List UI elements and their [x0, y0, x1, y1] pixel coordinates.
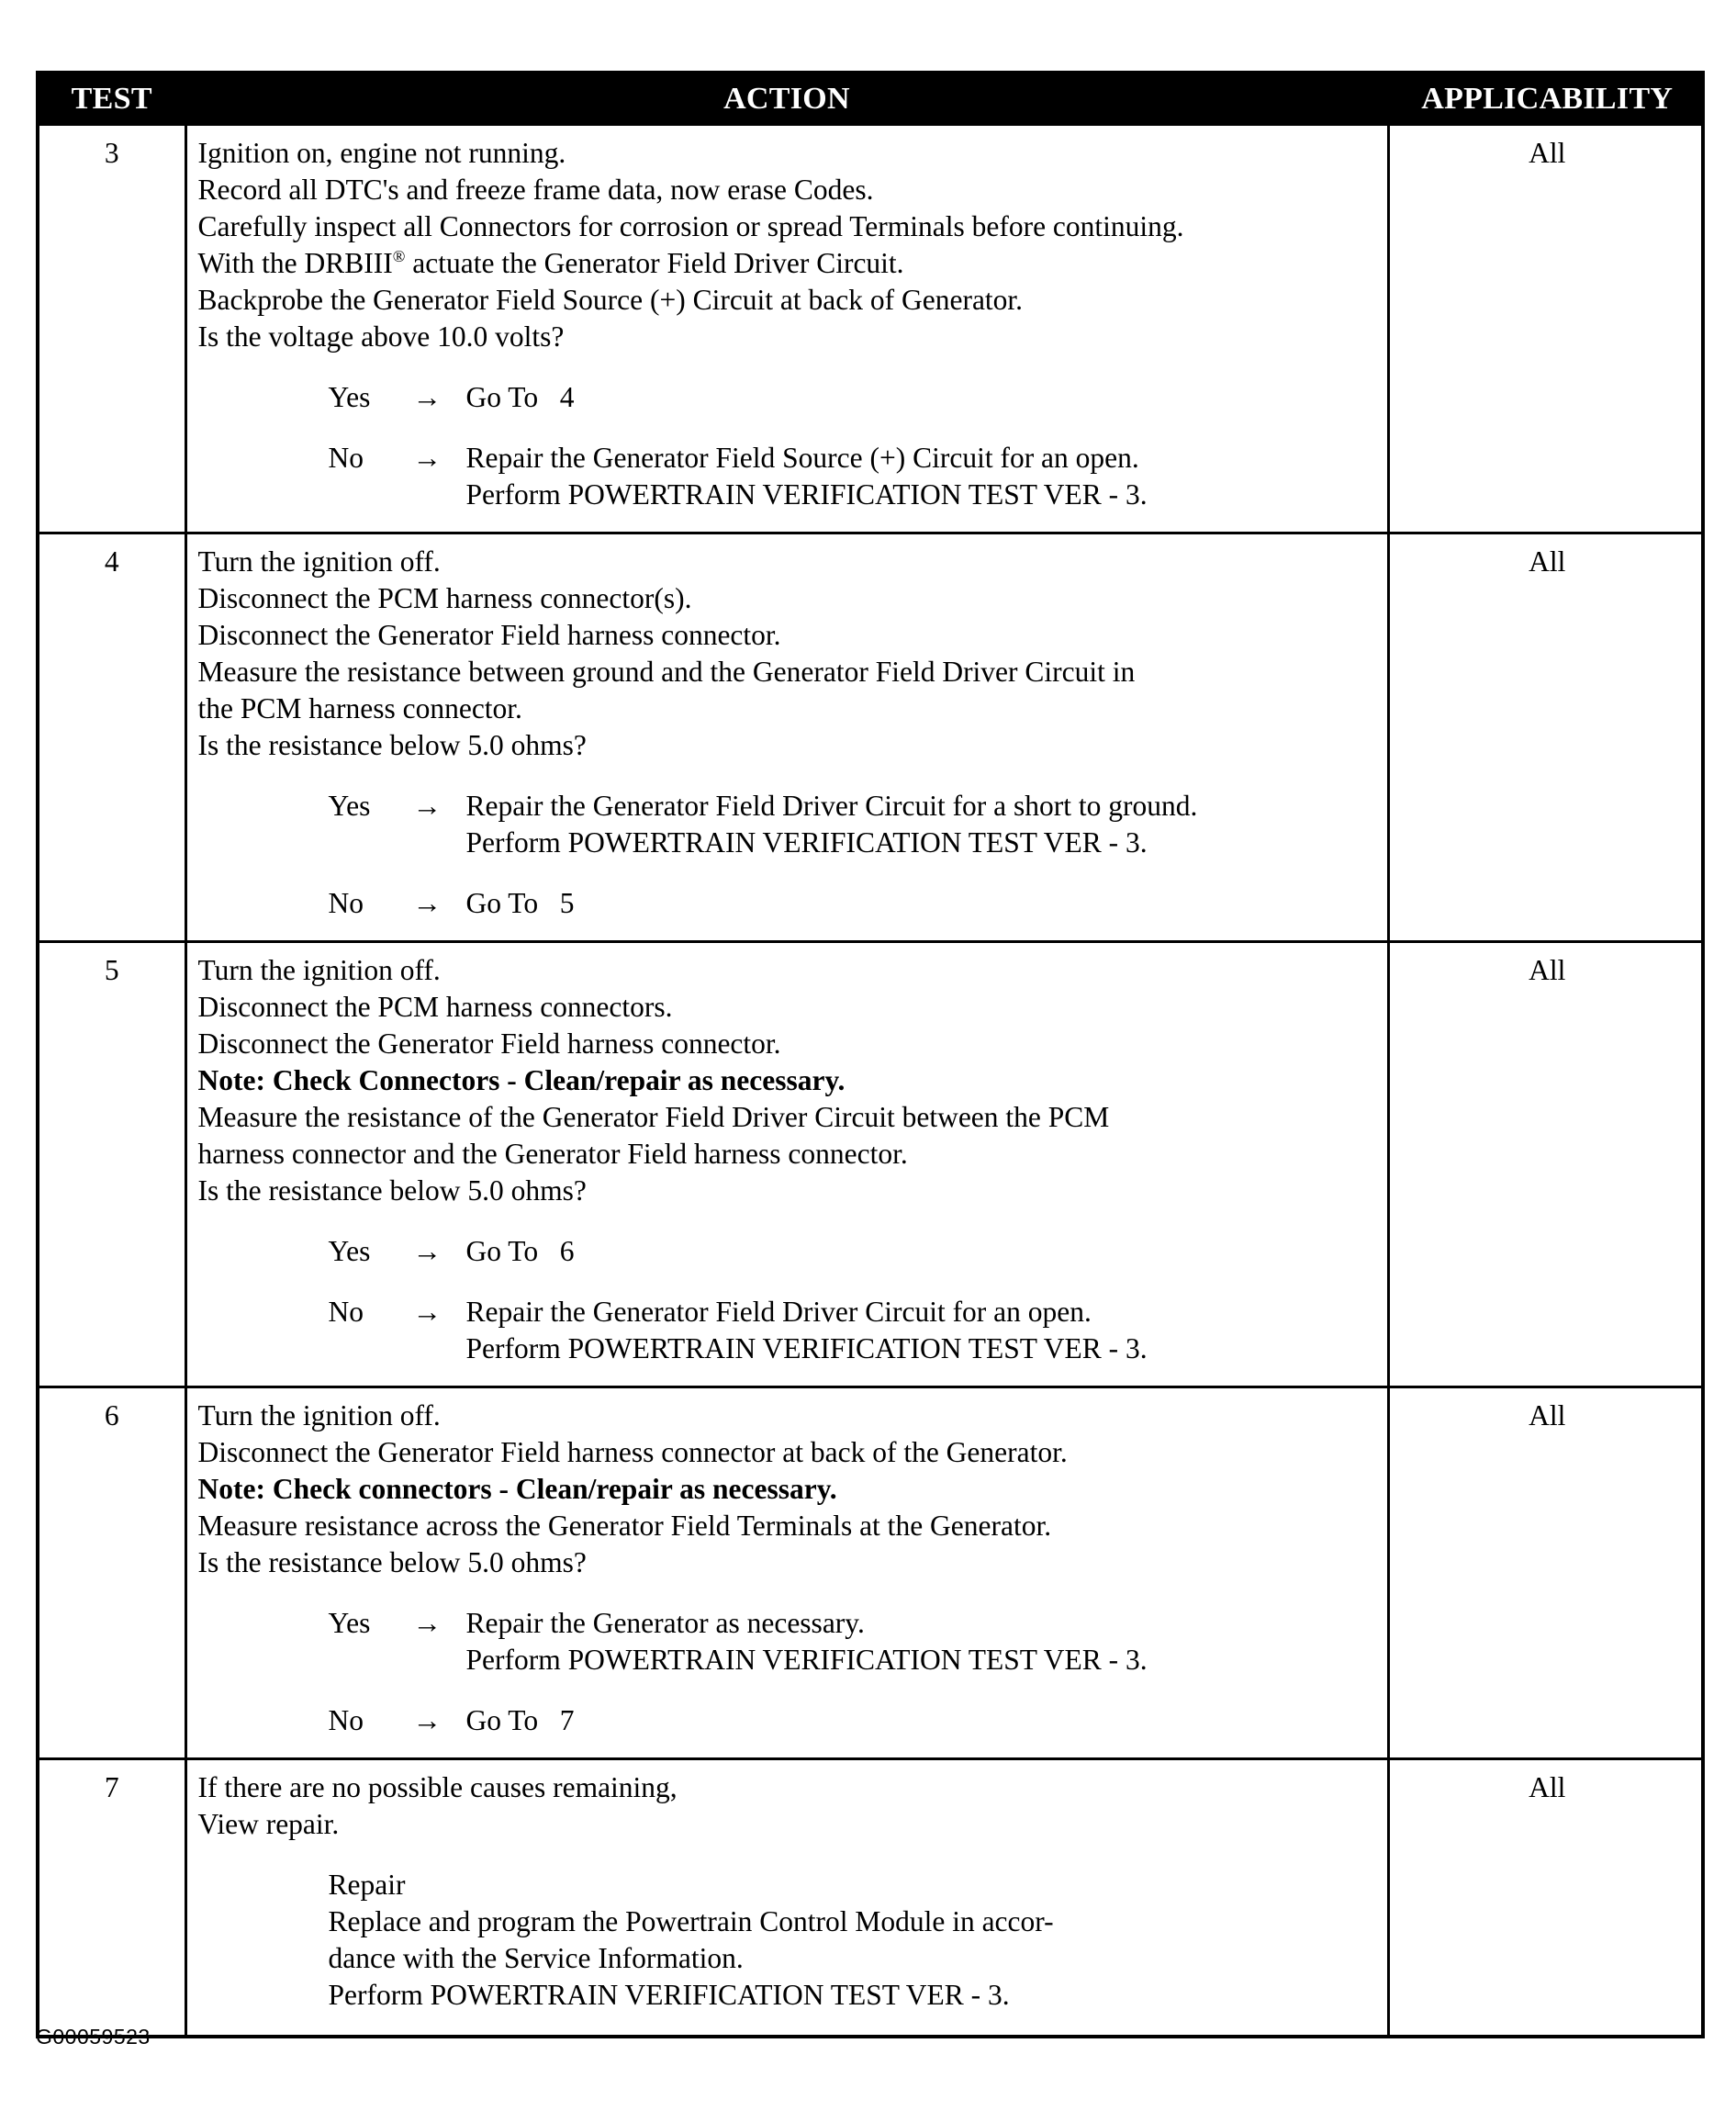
test-number: 5	[39, 942, 185, 1387]
action-cell	[185, 125, 1388, 533]
action-step: Disconnect the Generator Field harness connector.	[197, 619, 781, 651]
result-line: Go To 4	[465, 381, 575, 413]
yes-branch	[329, 1233, 1380, 1270]
result-line: Perform POWERTRAIN VERIFICATION TEST VER - 3.	[465, 478, 1148, 511]
action-note: Note: Check Connectors - Clean/repair as necessary.	[197, 1064, 846, 1096]
no-label: No	[328, 1296, 364, 1328]
action-cell	[185, 1759, 1388, 2035]
action-step: Measure the resistance of the Generator Field Driver Circuit between the PCM	[197, 1101, 1110, 1133]
right-arrow-icon: →	[412, 381, 442, 413]
action-step: the PCM harness connector.	[197, 692, 522, 724]
action-step: Measure the resistance between ground and the Generator Field Driver Circuit in	[197, 656, 1136, 688]
no-result	[466, 1702, 1380, 1739]
action-step: Ignition on, engine not running.	[197, 137, 566, 169]
action-step: Turn the ignition off.	[197, 545, 441, 578]
action-step: Backprobe the Generator Field Source (+) Circuit at back of Generator.	[197, 284, 1024, 316]
action-step: Measure resistance across the Generator Field Terminals at the Generator.	[197, 1510, 1052, 1542]
test-number: 7	[39, 1759, 185, 2035]
diagnostic-test-table-frame	[36, 71, 1705, 2038]
yes-label: Yes	[328, 1607, 371, 1639]
action-step: If there are no possible causes remaining,	[197, 1771, 678, 1803]
table-header-row	[39, 74, 1705, 125]
action-question: Is the voltage above 10.0 volts?	[197, 320, 565, 353]
no-label: No	[328, 442, 364, 474]
action-step: Disconnect the PCM harness connectors.	[197, 991, 673, 1023]
action-step: Turn the ignition off.	[197, 1399, 441, 1432]
right-arrow-icon: →	[412, 1235, 442, 1267]
diagnostic-test-table	[39, 74, 1705, 2035]
repair-instructions	[329, 1903, 1380, 2014]
result-line: Go To 5	[465, 887, 575, 919]
yes-label: Yes	[328, 790, 371, 822]
no-branch	[329, 1702, 1380, 1739]
test-row-4	[39, 533, 1705, 942]
result-line: Go To 6	[465, 1235, 575, 1267]
test-number: 3	[39, 125, 185, 533]
action-question: Is the resistance below 5.0 ohms?	[197, 1546, 587, 1578]
result-line: Go To 7	[465, 1704, 575, 1736]
result-line: Repair the Generator Field Driver Circuit for an open.	[465, 1296, 1092, 1328]
test-row-6	[39, 1387, 1705, 1759]
test-number: 4	[39, 533, 185, 942]
action-cell	[185, 1387, 1388, 1759]
action-step: Record all DTC's and freeze frame data, now erase Codes.	[197, 174, 874, 206]
no-branch	[329, 1294, 1380, 1367]
result-line: Repair the Generator as necessary.	[465, 1607, 865, 1639]
test-row-3	[39, 125, 1705, 533]
result-line: Perform POWERTRAIN VERIFICATION TEST VER - 3.	[465, 826, 1148, 859]
repair-line: Perform POWERTRAIN VERIFICATION TEST VER - 3.	[328, 1979, 1010, 2011]
action-step: View repair.	[197, 1808, 340, 1840]
applicability-cell: All	[1388, 942, 1705, 1387]
applicability-cell: All	[1388, 1387, 1705, 1759]
action-step: Turn the ignition off.	[197, 954, 441, 986]
right-arrow-icon: →	[412, 790, 442, 822]
test-row-5	[39, 942, 1705, 1387]
registered-mark: ®	[392, 247, 406, 265]
action-step: Disconnect the Generator Field harness connector at back of the Generator.	[197, 1436, 1068, 1468]
result-line: Repair the Generator Field Source (+) Circuit for an open.	[465, 442, 1139, 474]
column-header-action: ACTION	[185, 74, 1388, 125]
right-arrow-icon: →	[412, 1296, 442, 1328]
applicability-cell: All	[1388, 533, 1705, 942]
no-label: No	[328, 1704, 364, 1736]
drb-step-suffix: actuate the Generator Field Driver Circuit.	[405, 247, 904, 279]
right-arrow-icon: →	[412, 1607, 442, 1639]
yes-label: Yes	[328, 381, 371, 413]
yes-branch	[329, 1605, 1380, 1679]
test-row-7	[39, 1759, 1705, 2035]
action-cell	[185, 533, 1388, 942]
result-line: Repair the Generator Field Driver Circuit for a short to ground.	[465, 790, 1198, 822]
no-branch	[329, 885, 1380, 922]
result-line: Perform POWERTRAIN VERIFICATION TEST VER - 3.	[465, 1644, 1148, 1676]
yes-result	[466, 379, 1380, 416]
figure-identifier: G00059523	[36, 2025, 151, 2049]
repair-line: dance with the Service Information.	[328, 1942, 744, 1974]
column-header-applicability: APPLICABILITY	[1388, 74, 1705, 125]
yes-label: Yes	[328, 1235, 371, 1267]
yes-result	[466, 1233, 1380, 1270]
no-result	[466, 1294, 1380, 1367]
no-label: No	[328, 887, 364, 919]
action-step: Disconnect the Generator Field harness connector.	[197, 1027, 781, 1060]
test-number: 6	[39, 1387, 185, 1759]
yes-result	[466, 788, 1380, 861]
column-header-test: TEST	[39, 74, 185, 125]
result-line: Perform POWERTRAIN VERIFICATION TEST VER - 3.	[465, 1332, 1148, 1364]
applicability-cell: All	[1388, 125, 1705, 533]
action-step: harness connector and the Generator Field harness connector.	[197, 1138, 908, 1170]
action-question: Is the resistance below 5.0 ohms?	[197, 1174, 587, 1207]
yes-result	[466, 1605, 1380, 1679]
right-arrow-icon: →	[412, 887, 442, 919]
no-result	[466, 885, 1380, 922]
action-note: Note: Check connectors - Clean/repair as necessary.	[197, 1473, 837, 1505]
right-arrow-icon: →	[412, 1704, 442, 1736]
action-cell	[185, 942, 1388, 1387]
no-branch	[329, 440, 1380, 513]
action-step: Disconnect the PCM harness connector(s).	[197, 582, 692, 614]
repair-label: Repair	[328, 1869, 406, 1901]
right-arrow-icon: →	[412, 442, 442, 474]
action-question: Is the resistance below 5.0 ohms?	[197, 729, 587, 761]
yes-branch	[329, 379, 1380, 416]
action-step	[198, 245, 1380, 282]
applicability-cell: All	[1388, 1759, 1705, 2035]
action-step: Carefully inspect all Connectors for corrosion or spread Terminals before continuing.	[197, 210, 1184, 242]
repair-line: Replace and program the Powertrain Control Module in accor-	[328, 1905, 1054, 1937]
no-result	[466, 440, 1380, 513]
drb-tool-name: With the DRBIII	[197, 247, 393, 279]
yes-branch	[329, 788, 1380, 861]
